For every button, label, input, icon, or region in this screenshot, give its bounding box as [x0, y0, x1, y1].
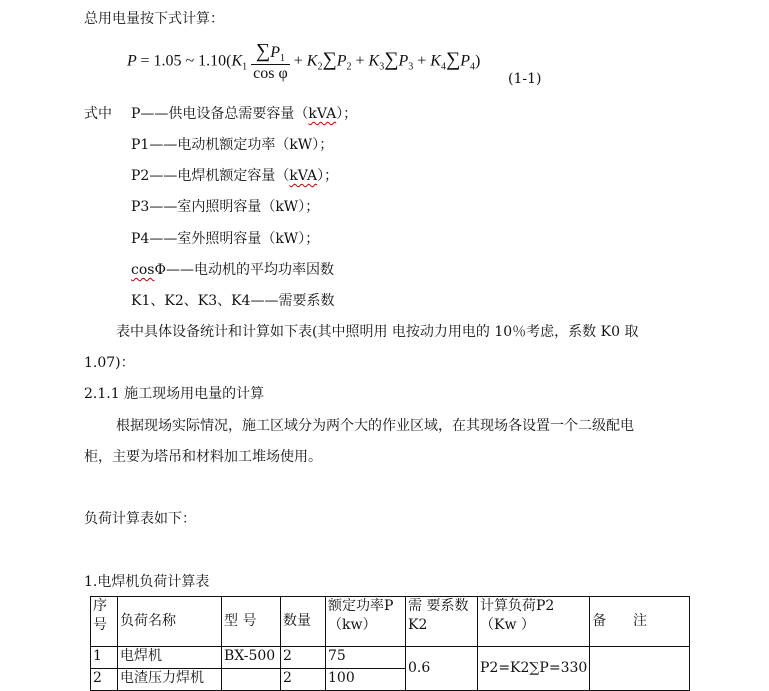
note-cell	[590, 647, 690, 691]
def-item: K1、K2、K3、K4——需要系数	[131, 293, 335, 309]
header-qty: 数量	[281, 597, 326, 647]
para1-line2: 1.07)：	[84, 355, 135, 371]
row-seq: 2	[91, 669, 118, 691]
def-item: cosΦ——电动机的平均功率因数	[131, 262, 334, 278]
header-calc: 计算负荷P2（Kw ）	[478, 597, 590, 647]
header-model: 型 号	[222, 597, 281, 647]
formula-label: (1-1)	[508, 71, 542, 87]
row-seq: 1	[91, 647, 118, 669]
def-item: P3——室内照明容量（kW）；	[131, 199, 320, 215]
table-row	[91, 647, 690, 669]
row-power: 100	[326, 669, 406, 691]
calc-value: P2=K2∑P=330	[478, 647, 590, 691]
formula-coefficient: 1.05 ~ 1.10	[153, 52, 227, 70]
row-power: 75	[326, 647, 406, 669]
welder-load-table	[90, 596, 690, 691]
section-heading: 2.1.1 施工现场用电量的计算	[84, 386, 265, 402]
row-model	[222, 669, 281, 691]
coef-value: 0.6	[406, 647, 478, 691]
header-coef: 需 要系数 K2	[406, 597, 478, 647]
header-seq: 序号	[91, 597, 118, 647]
header-power: 额定功率P（kw）	[326, 597, 406, 647]
formula-denominator: cos φ	[253, 65, 288, 83]
row-qty: 2	[281, 669, 326, 691]
defs-prefix: 式中	[84, 106, 112, 122]
formula-lhs: P	[127, 52, 137, 70]
formula-fraction: $\frac{\sum P_1}{\text{cos φ}}$	[253, 40, 288, 83]
power-formula: P = 1.05 ~ $1.10(K_1$ $\frac{\sum P_1}{\text{cos φ}}$ + $K_2\sum P_2 + K_3\sum P_3 + K_4\sum P_4$)	[127, 40, 481, 83]
def-item: P1——电动机额定功率（kW）；	[131, 137, 334, 153]
row-model: BX-500	[222, 647, 281, 669]
table-header-row	[91, 597, 690, 647]
row-qty: 2	[281, 647, 326, 669]
header-note: 备 注	[590, 597, 690, 647]
row-name: 电渣压力焊机	[118, 669, 222, 691]
intro-line: 总用电量按下式计算：	[84, 11, 224, 27]
def-item: P——供电设备总需要容量（kVA）；	[131, 106, 358, 122]
row-name: 电焊机	[118, 647, 222, 669]
table-title: 1.电焊机负荷计算表	[84, 574, 210, 590]
load-intro: 负荷计算表如下：	[84, 511, 196, 527]
header-name: 负荷名称	[118, 597, 222, 647]
para2-line1: 根据现场实际情况，施工区域分为两个大的作业区域，在其现场各设置一个二级配电	[116, 418, 634, 434]
def-item: P2——电焊机额定容量（kVA）；	[131, 168, 339, 184]
para2-line2: 柜，主要为塔吊和材料加工堆场使用。	[84, 449, 322, 465]
def-item: P4——室外照明容量（kW）；	[131, 231, 320, 247]
para1-line1: 表中具体设备统计和计算如下表(其中照明用 电按动力用电的 10％考虑，系数 K0 取	[116, 324, 639, 340]
